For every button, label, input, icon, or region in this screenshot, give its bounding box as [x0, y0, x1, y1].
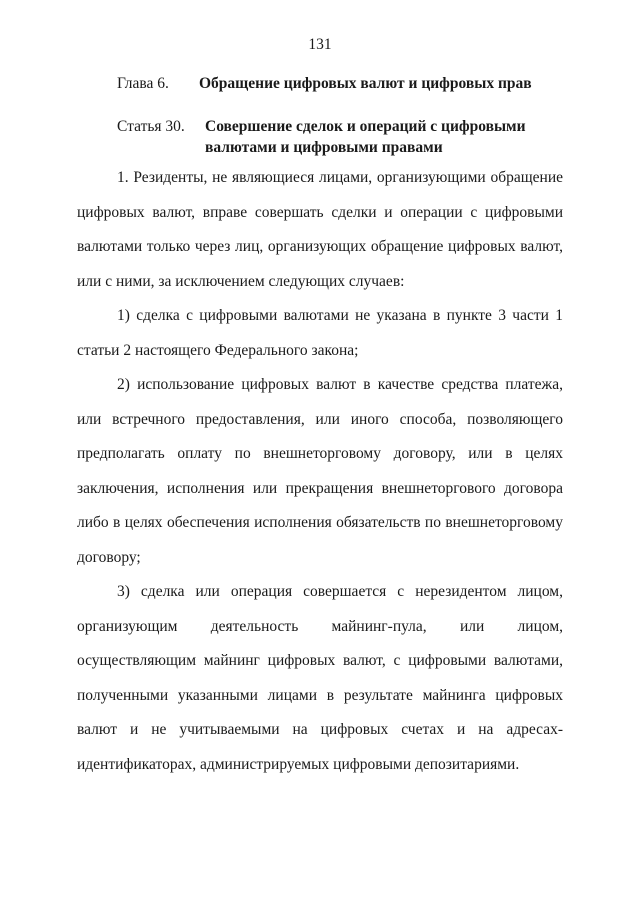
chapter-title: Обращение цифровых валют и цифровых прав: [199, 75, 532, 92]
chapter-heading: [117, 71, 580, 96]
paragraph-item-1: 1) сделка с цифровыми валютами не указана в пункте 3 части 1 статьи 2 настоящего Федерального закона;: [77, 307, 563, 359]
page-number: 131: [308, 36, 332, 53]
paragraph-item-3: 3) сделка или операция совершается с нерезидентом лицом, организующим деятельность майнинг-пула, или лицом, осуществляющим майнинг цифровых валют, с цифровыми валютами, полученными указанными лицами в результате майнинга цифровых валют и не учитываемыми на цифровых счетах и на адресах-идентификаторах, администрируемых цифровыми депозитариями.: [77, 583, 563, 773]
paragraph-item-2: 2) использование цифровых валют в качестве средства платежа, или встречного предоставления, или иного способа, позволяющего предполагать оплату по внешнеторговому договору, или в целях заключения, исполнения или прекращения внешнеторгового договора либо в целях обеспечения исполнения обязательств по внешнеторговому договору;: [77, 376, 563, 566]
article-heading: [117, 114, 580, 158]
article-label: Статья 30.: [117, 118, 185, 135]
article-title: Совершение сделок и операций с цифровыми валютами и цифровыми правами: [205, 118, 526, 156]
paragraph-1: 1. Резиденты, не являющиеся лицами, организующими обращение цифровых валют, вправе совершать сделки и операции с цифровыми валютами только через лиц, организующих обращение цифровых валют, или с ними, за исключением следующих случаев:: [77, 169, 563, 290]
article-body: [77, 161, 563, 782]
chapter-label: Глава 6.: [117, 75, 169, 92]
